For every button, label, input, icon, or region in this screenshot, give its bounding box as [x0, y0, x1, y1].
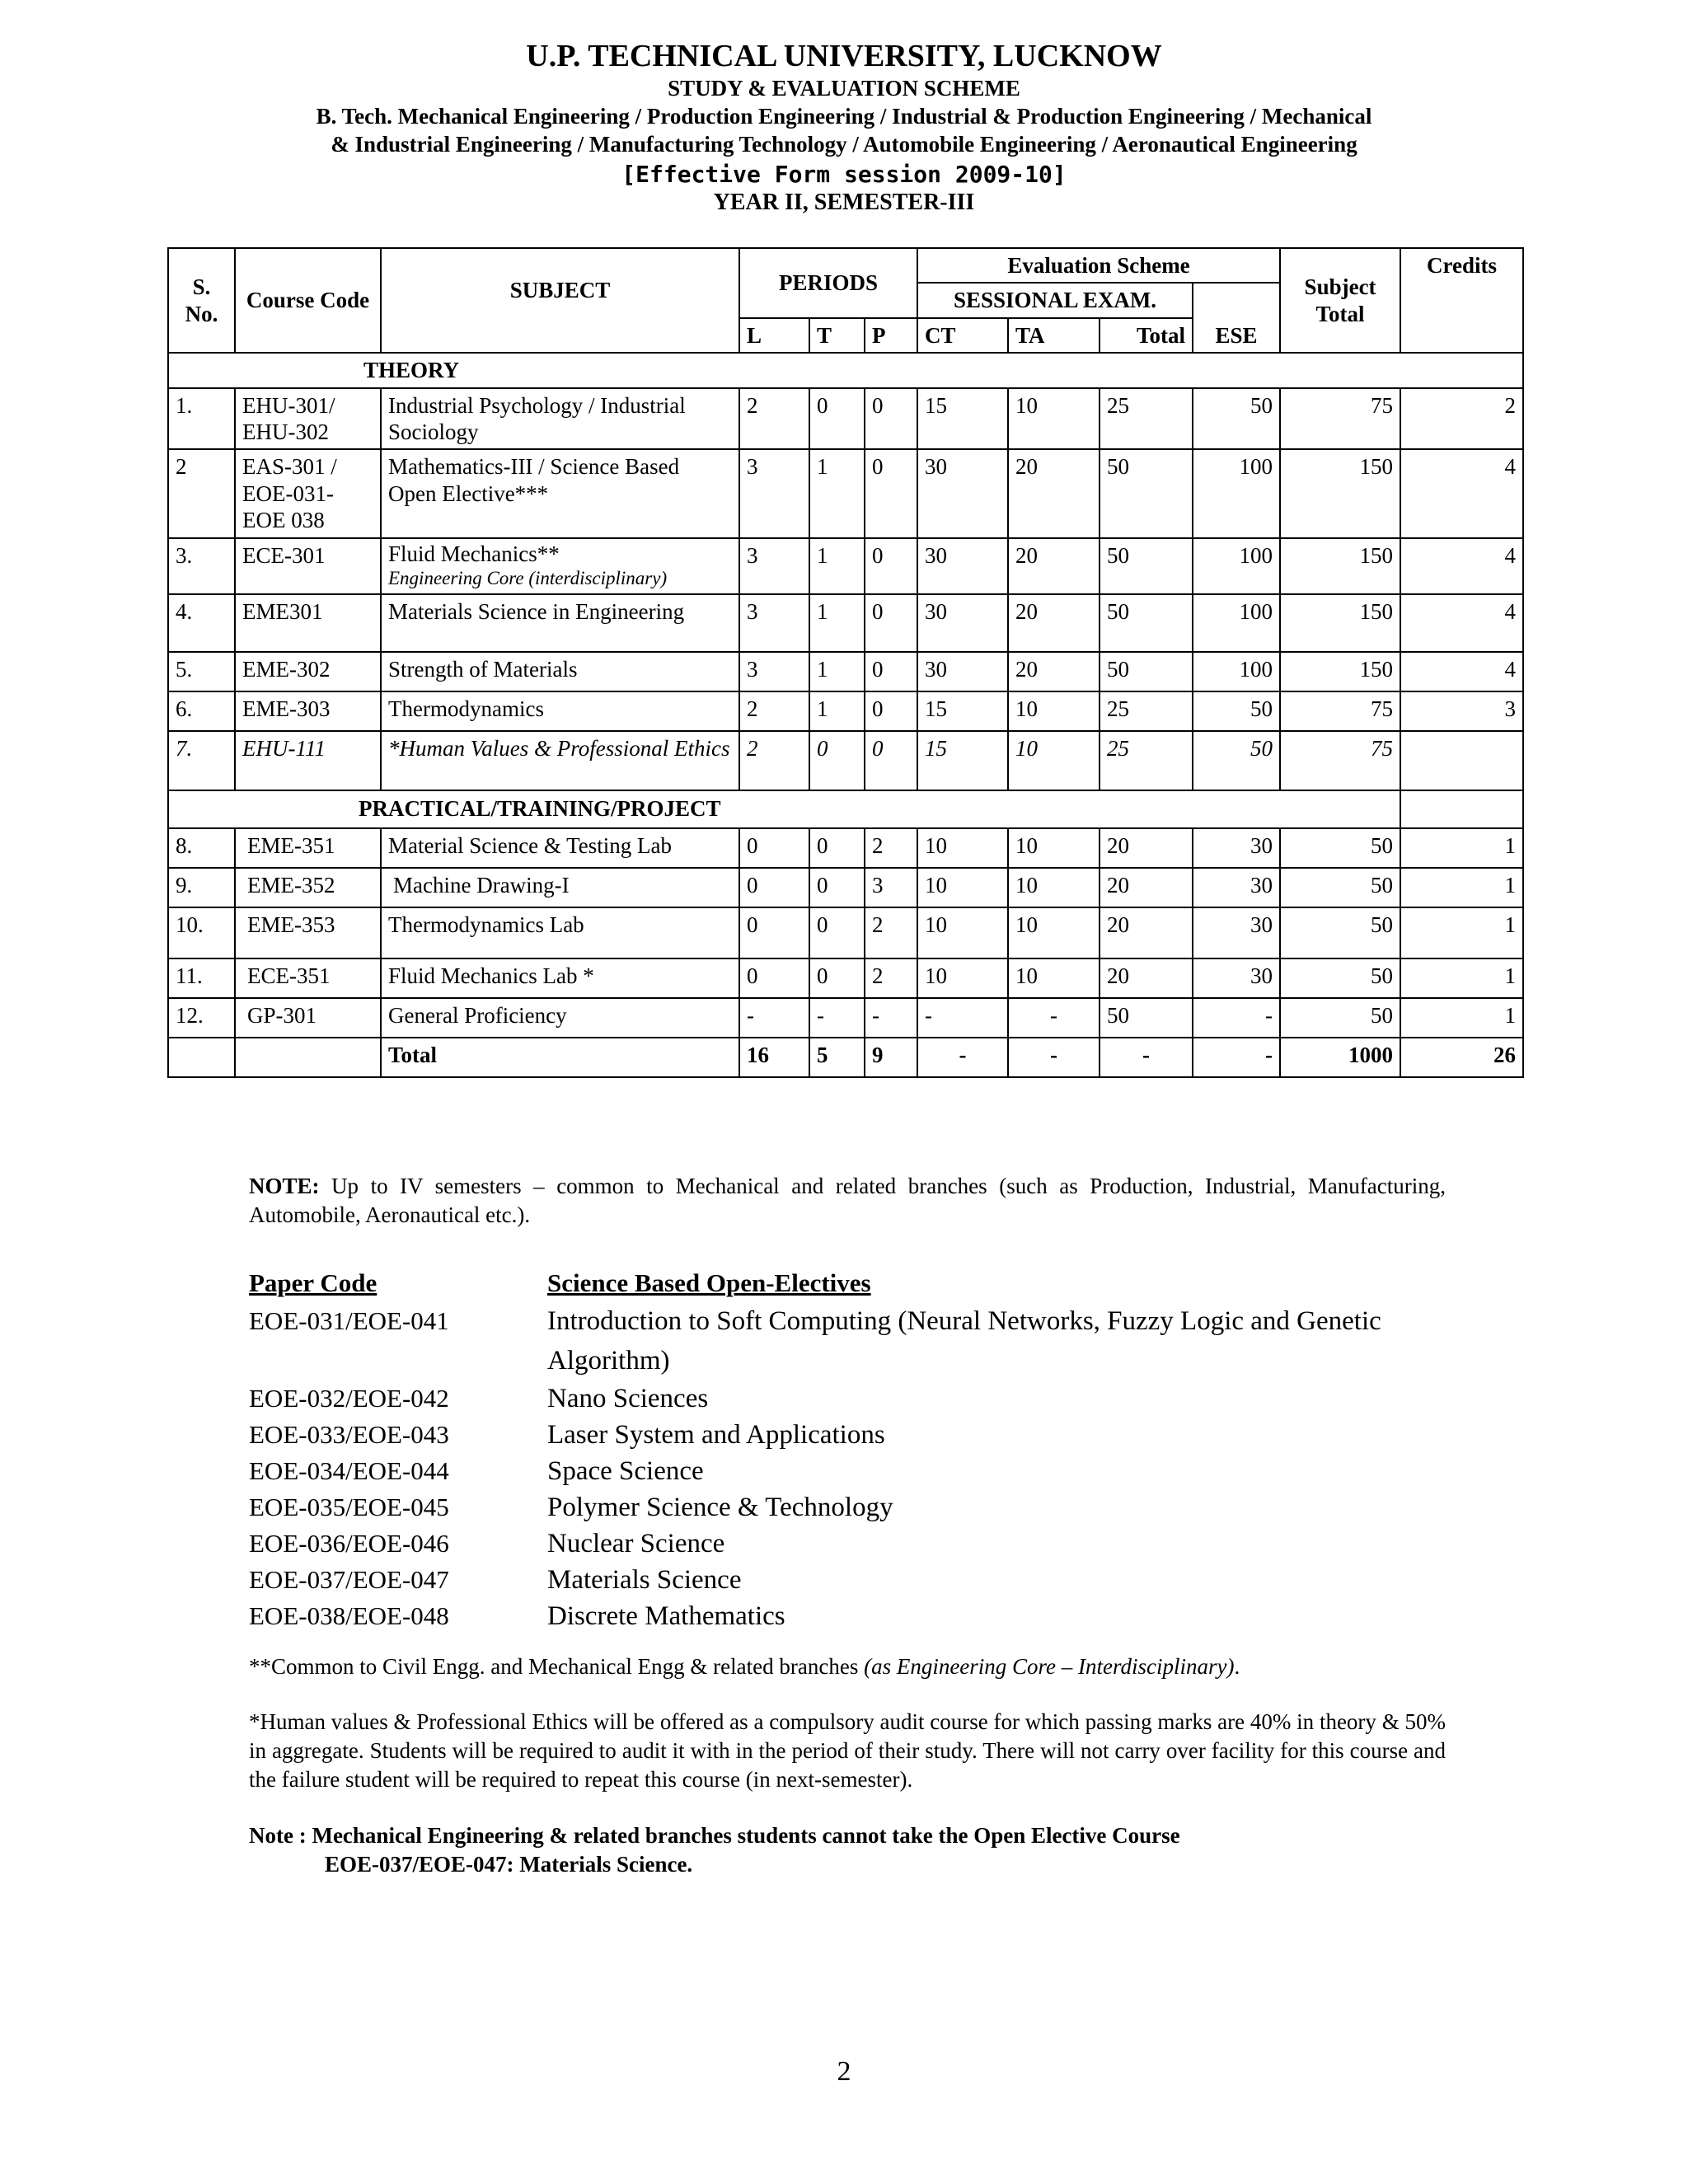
cell-total: 25: [1100, 388, 1193, 450]
cell-sno: 11.: [168, 958, 235, 998]
elective-name: Nano Sciences: [547, 1384, 709, 1413]
practical-section-blank: [1400, 790, 1523, 828]
total-p: 9: [865, 1038, 917, 1077]
page-number: 2: [837, 2056, 851, 2087]
cell-l: 3: [739, 652, 809, 691]
cell-p: 0: [865, 731, 917, 790]
header-l: L: [739, 318, 809, 353]
cell-t: 1: [809, 652, 865, 691]
cell-t: 1: [809, 449, 865, 537]
list-item: [249, 1417, 1452, 1453]
cell-subject: Industrial Psychology / Industrial Sociology: [381, 388, 739, 450]
list-item: [249, 1380, 1452, 1417]
cell-sno: 5.: [168, 652, 235, 691]
cell-t: 1: [809, 594, 865, 652]
cell-t: 0: [809, 958, 865, 998]
cell-p: 0: [865, 449, 917, 537]
table-row: [168, 388, 1523, 450]
elective-code: EOE-034/EOE-044: [249, 1456, 449, 1485]
cell-subject: Thermodynamics: [381, 691, 739, 731]
cell-subject: Mathematics-III / Science Based Open Elective***: [381, 449, 739, 537]
note-end: .: [1234, 1654, 1240, 1679]
cell-p: 3: [865, 868, 917, 907]
table-row: [168, 449, 1523, 537]
list-item: [249, 1301, 1452, 1380]
cell-ta: 10: [1008, 907, 1100, 958]
cell-t: 1: [809, 691, 865, 731]
cell-subject: Strength of Materials: [381, 652, 739, 691]
cell-sno: 7.: [168, 731, 235, 790]
elective-name: Materials Science: [547, 1565, 742, 1595]
cell-l: 0: [739, 907, 809, 958]
cell-subject-total: 75: [1280, 731, 1400, 790]
cell-ta: 10: [1008, 868, 1100, 907]
cell-code: EME-303: [235, 691, 381, 731]
total-l: 16: [739, 1038, 809, 1077]
cell-code: EME-353: [235, 907, 381, 958]
cell-ct: 15: [917, 691, 1008, 731]
cell-total: 25: [1100, 691, 1193, 731]
cell-credits: 3: [1400, 691, 1523, 731]
total-subject-total: 1000: [1280, 1038, 1400, 1077]
cell-code: EAS-301 / EOE-031- EOE 038: [235, 449, 381, 537]
cell-credits: 4: [1400, 449, 1523, 537]
cell-sno: 4.: [168, 594, 235, 652]
note-open-elective-restriction: [249, 1821, 1446, 1879]
table-row: [168, 907, 1523, 958]
cell-sno: 6.: [168, 691, 235, 731]
table-row: [168, 594, 1523, 652]
cell-total: 20: [1100, 958, 1193, 998]
cell-ese: 100: [1193, 594, 1280, 652]
cell-ese: 50: [1193, 731, 1280, 790]
practical-section-label: PRACTICAL/TRAINING/PROJECT: [168, 790, 1400, 828]
cell-subject: Thermodynamics Lab: [381, 907, 739, 958]
note-common-civil: [249, 1652, 1446, 1681]
list-item: [249, 1526, 1452, 1562]
cell-credits: 4: [1400, 594, 1523, 652]
cell-p: 2: [865, 828, 917, 868]
total-row: [168, 1038, 1523, 1077]
cell-code: EME-352: [235, 868, 381, 907]
cell-l: 0: [739, 958, 809, 998]
total-ta: -: [1008, 1038, 1100, 1077]
total-label: Total: [381, 1038, 739, 1077]
cell-p: 2: [865, 907, 917, 958]
cell-sno: 2: [168, 449, 235, 537]
cell-subject: Material Science & Testing Lab: [381, 828, 739, 868]
cell-ta: 10: [1008, 691, 1100, 731]
cell-t: 0: [809, 731, 865, 790]
cell-ese: 30: [1193, 958, 1280, 998]
table-row: [168, 538, 1523, 594]
total-ese: -: [1193, 1038, 1280, 1077]
list-item: [249, 1598, 1452, 1634]
elective-name: Introduction to Soft Computing (Neural Networks, Fuzzy Logic and Genetic Algorithm): [547, 1306, 1381, 1376]
cell-ese: 50: [1193, 691, 1280, 731]
cell-ct: 10: [917, 868, 1008, 907]
header-total: Total: [1100, 318, 1193, 353]
cell-credits: 1: [1400, 907, 1523, 958]
header-subject: SUBJECT: [381, 248, 739, 353]
cell-ese: 50: [1193, 388, 1280, 450]
cell-l: 0: [739, 828, 809, 868]
elective-code: EOE-038/EOE-048: [249, 1601, 449, 1630]
cell-total: 25: [1100, 731, 1193, 790]
header-paper-code: Paper Code: [249, 1268, 377, 1297]
total-total: -: [1100, 1038, 1193, 1077]
cell-ta: 10: [1008, 388, 1100, 450]
table-row: [168, 691, 1523, 731]
cell-total: 50: [1100, 594, 1193, 652]
elective-name: Discrete Mathematics: [547, 1601, 785, 1631]
cell-total: 50: [1100, 449, 1193, 537]
cell-ta: 10: [1008, 731, 1100, 790]
cell-l: 3: [739, 538, 809, 594]
cell-ta: -: [1008, 998, 1100, 1038]
cell-subject: Fluid Mechanics Lab *: [381, 958, 739, 998]
elective-code: EOE-032/EOE-042: [249, 1384, 449, 1413]
cell-subject-total: 150: [1280, 449, 1400, 537]
cell-subject-total: 50: [1280, 998, 1400, 1038]
cell-credits: 1: [1400, 828, 1523, 868]
table-row: [168, 998, 1523, 1038]
cell-code: EME-302: [235, 652, 381, 691]
theory-section-label: THEORY: [168, 353, 1523, 387]
header-ese: ESE: [1193, 283, 1280, 353]
elective-code: EOE-031/EOE-041: [249, 1306, 449, 1335]
open-electives-list: [249, 1265, 1452, 1634]
cell-ese: 100: [1193, 538, 1280, 594]
cell-ct: 30: [917, 449, 1008, 537]
cell-p: 0: [865, 652, 917, 691]
list-item: [249, 1562, 1452, 1598]
cell-credits: 2: [1400, 388, 1523, 450]
cell-p: 0: [865, 388, 917, 450]
cell-t: 0: [809, 828, 865, 868]
cell-l: 2: [739, 388, 809, 450]
cell-ct: 10: [917, 907, 1008, 958]
elective-name: Laser System and Applications: [547, 1420, 885, 1450]
cell-ese: 30: [1193, 907, 1280, 958]
note-label: NOTE:: [249, 1174, 320, 1198]
cell-l: -: [739, 998, 809, 1038]
cell-ta: 20: [1008, 594, 1100, 652]
cell-credits: 1: [1400, 958, 1523, 998]
cell-ct: 30: [917, 538, 1008, 594]
cell-ct: -: [917, 998, 1008, 1038]
table-row: [168, 828, 1523, 868]
electives-header: [249, 1265, 1452, 1301]
cell-sno: 3.: [168, 538, 235, 594]
cell-ct: 15: [917, 388, 1008, 450]
cell-code: EME301: [235, 594, 381, 652]
header-electives: Science Based Open-Electives: [547, 1268, 871, 1297]
cell-code: ECE-351: [235, 958, 381, 998]
cell-credits: 4: [1400, 538, 1523, 594]
table-row: [168, 958, 1523, 998]
branches-line-2: & Industrial Engineering / Manufacturing Technology / Automobile Engineering / Aeronautical Engineering: [331, 132, 1357, 157]
cell-l: 3: [739, 594, 809, 652]
elective-code: EOE-035/EOE-045: [249, 1493, 449, 1521]
header-subject-total: Subject Total: [1280, 248, 1400, 353]
table-row: [168, 652, 1523, 691]
branches-line-1: B. Tech. Mechanical Engineering / Production Engineering / Industrial & Production Engineering / Mechanical: [316, 104, 1372, 129]
cell-code: EHU-301/ EHU-302: [235, 388, 381, 450]
note-text: Up to IV semesters – common to Mechanical and related branches (such as Production, Industrial, Manufacturing, Automobile, Aeronautical etc.).: [249, 1174, 1446, 1228]
cell-l: 0: [739, 868, 809, 907]
cell-subject: General Proficiency: [381, 998, 739, 1038]
list-item: [249, 1453, 1452, 1489]
elective-code: EOE-037/EOE-047: [249, 1565, 449, 1594]
total-t: 5: [809, 1038, 865, 1077]
cell-sno: 8.: [168, 828, 235, 868]
page-title: U.P. TECHNICAL UNIVERSITY, LUCKNOW: [526, 39, 1162, 73]
cell-l: 2: [739, 731, 809, 790]
cell-ta: 10: [1008, 958, 1100, 998]
total-ct: -: [917, 1038, 1008, 1077]
cell-ta: 10: [1008, 828, 1100, 868]
cell-subject: Materials Science in Engineering: [381, 594, 739, 652]
header-credits: Credits: [1400, 248, 1523, 353]
cell-subject-total: 50: [1280, 868, 1400, 907]
header-sno: S. No.: [168, 248, 235, 353]
header-evaluation-scheme: Evaluation Scheme: [917, 248, 1280, 283]
cell-subject-total: 75: [1280, 691, 1400, 731]
cell-credits: 1: [1400, 868, 1523, 907]
note-line-2: EOE-037/EOE-047: Materials Science.: [325, 1852, 693, 1877]
cell-ese: 30: [1193, 868, 1280, 907]
cell-ct: 15: [917, 731, 1008, 790]
cell-sno: 10.: [168, 907, 235, 958]
session-line: [Effective Form session 2009-10]: [621, 161, 1067, 188]
cell-blank: [235, 1038, 381, 1077]
cell-ta: 20: [1008, 538, 1100, 594]
cell-ta: 20: [1008, 449, 1100, 537]
header-ta: TA: [1008, 318, 1100, 353]
cell-subject-total: 75: [1280, 388, 1400, 450]
elective-code: EOE-033/EOE-043: [249, 1420, 449, 1449]
cell-p: -: [865, 998, 917, 1038]
cell-total: 20: [1100, 907, 1193, 958]
cell-subject-total: 50: [1280, 907, 1400, 958]
cell-total: 50: [1100, 998, 1193, 1038]
cell-ct: 10: [917, 828, 1008, 868]
header-t: T: [809, 318, 865, 353]
cell-subject: [381, 538, 739, 594]
subject-text: Fluid Mechanics**: [388, 541, 560, 566]
cell-t: 0: [809, 388, 865, 450]
cell-ta: 20: [1008, 652, 1100, 691]
note-line-1: Note : Mechanical Engineering & related branches students cannot take the Open Elective Course: [249, 1823, 1180, 1848]
cell-credits: [1400, 731, 1523, 790]
cell-ese: -: [1193, 998, 1280, 1038]
cell-sno: 9.: [168, 868, 235, 907]
header-p: P: [865, 318, 917, 353]
cell-subject-total: 150: [1280, 538, 1400, 594]
cell-code: ECE-301: [235, 538, 381, 594]
note-italic: (as Engineering Core – Interdisciplinary): [864, 1654, 1235, 1679]
cell-l: 3: [739, 449, 809, 537]
elective-code: EOE-036/EOE-046: [249, 1529, 449, 1558]
cell-p: 2: [865, 958, 917, 998]
cell-ct: 30: [917, 652, 1008, 691]
cell-code: EHU-111: [235, 731, 381, 790]
header-ct: CT: [917, 318, 1008, 353]
cell-sno: 1.: [168, 388, 235, 450]
page-subtitle: STUDY & EVALUATION SCHEME: [668, 76, 1020, 101]
cell-ct: 10: [917, 958, 1008, 998]
cell-blank: [168, 1038, 235, 1077]
cell-t: 0: [809, 907, 865, 958]
cell-p: 0: [865, 594, 917, 652]
cell-sno: 12.: [168, 998, 235, 1038]
note-human-values: *Human values & Professional Ethics will be offered as a compulsory audit course for which passing marks are 40% in theory & 50% in aggregate. Students will be required to audit it with in the period of their study. There will not carry over facility for this course and the failure student will be required to repeat this course (in next-semester).: [249, 1709, 1446, 1793]
cell-t: 0: [809, 868, 865, 907]
evaluation-scheme-table: [167, 247, 1524, 1078]
cell-code: GP-301: [235, 998, 381, 1038]
cell-code: EME-351: [235, 828, 381, 868]
total-credits: 26: [1400, 1038, 1523, 1077]
cell-ese: 100: [1193, 652, 1280, 691]
cell-subject-total: 150: [1280, 652, 1400, 691]
subject-subnote: Engineering Core (interdisciplinary): [388, 567, 668, 588]
table-row: [168, 731, 1523, 790]
cell-ct: 30: [917, 594, 1008, 652]
cell-t: 1: [809, 538, 865, 594]
cell-total: 20: [1100, 868, 1193, 907]
cell-subject: Machine Drawing-I: [381, 868, 739, 907]
cell-ese: 30: [1193, 828, 1280, 868]
cell-subject-total: 150: [1280, 594, 1400, 652]
cell-total: 50: [1100, 538, 1193, 594]
elective-name: Nuclear Science: [547, 1529, 725, 1558]
note-common-branches: [249, 1172, 1446, 1230]
cell-p: 0: [865, 691, 917, 731]
note-text: **Common to Civil Engg. and Mechanical Engg & related branches: [249, 1654, 865, 1679]
header-course-code: Course Code: [235, 248, 381, 353]
cell-p: 0: [865, 538, 917, 594]
cell-credits: 1: [1400, 998, 1523, 1038]
cell-total: 20: [1100, 828, 1193, 868]
table-row: [168, 868, 1523, 907]
cell-total: 50: [1100, 652, 1193, 691]
elective-name: Space Science: [547, 1456, 704, 1486]
cell-l: 2: [739, 691, 809, 731]
list-item: [249, 1489, 1452, 1526]
cell-ese: 100: [1193, 449, 1280, 537]
header-sessional-exam: SESSIONAL EXAM.: [917, 283, 1193, 317]
cell-subject: *Human Values & Professional Ethics: [381, 731, 739, 790]
header-periods: PERIODS: [739, 248, 917, 318]
year-semester: YEAR II, SEMESTER-III: [713, 190, 975, 215]
cell-t: -: [809, 998, 865, 1038]
cell-credits: 4: [1400, 652, 1523, 691]
cell-subject-total: 50: [1280, 828, 1400, 868]
elective-name: Polymer Science & Technology: [547, 1493, 893, 1522]
cell-subject-total: 50: [1280, 958, 1400, 998]
